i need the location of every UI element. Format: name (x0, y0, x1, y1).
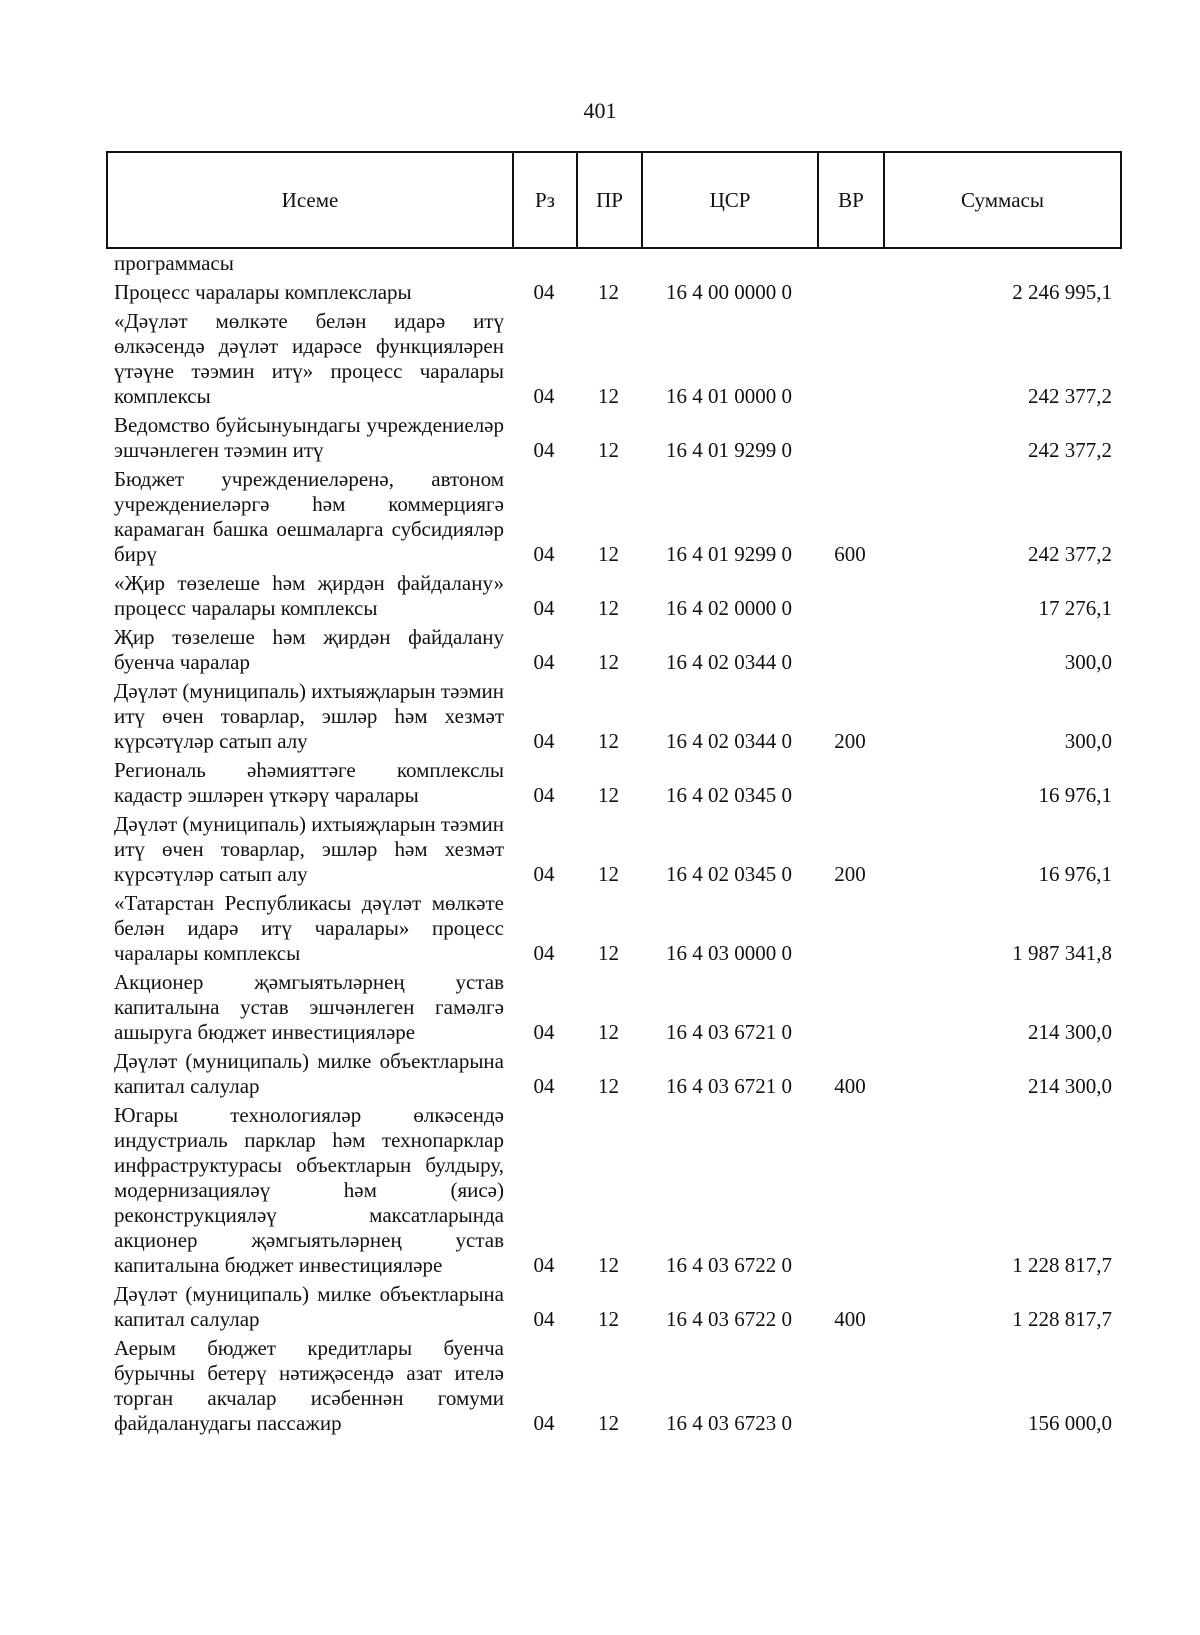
row-rz: 04 (533, 280, 555, 304)
row-name: Региональ әһәмияттәге комплекслы кадастр эшләрен үткәрү чаралары (114, 758, 504, 807)
row-rz: 04 (533, 1411, 555, 1435)
row-vr (817, 567, 883, 621)
row-csr: 16 4 01 0000 0 (666, 384, 792, 408)
table-row (106, 567, 1120, 621)
row-pr: 12 (598, 1411, 619, 1435)
continuation-text: программасы (114, 251, 234, 275)
row-name: Аерым бюджет кредитлары буенча бурычны бетерү нәтиҗәсендә азат ителә торган акчалар исәбеннән гомуми файдаланудагы пассажир (114, 1336, 504, 1435)
row-name: Югары технологияләр өлкәсендә индустриаль парклар һәм технопарклар инфраструктурасы объектларын булдыру, модернизацияләү һәм (яисә) реконструкцияләү максатларында акционер җәмгыятьләрнең устав капиталына бюджет инвестицияләре (114, 1103, 504, 1277)
row-vr: 200 (834, 862, 866, 886)
table-row (106, 675, 1120, 754)
row-vr (817, 1332, 883, 1436)
row-rz: 04 (533, 384, 555, 408)
row-sum: 242 377,2 (1028, 384, 1112, 408)
row-csr: 16 4 01 9299 0 (666, 438, 792, 462)
table-header (106, 151, 1122, 249)
row-sum: 214 300,0 (1028, 1074, 1112, 1098)
row-sum: 16 976,1 (1038, 783, 1112, 807)
table-row (106, 754, 1120, 808)
row-sum: 16 976,1 (1038, 862, 1112, 886)
row-csr: 16 4 03 6722 0 (666, 1253, 792, 1277)
row-sum: 17 276,1 (1038, 596, 1112, 620)
row-sum: 1 228 817,7 (1012, 1253, 1112, 1277)
row-vr: 400 (834, 1074, 866, 1098)
table-row (106, 887, 1120, 966)
row-rz: 04 (533, 729, 555, 753)
row-vr (817, 305, 883, 409)
column-header-rz: Рз (513, 152, 577, 248)
table-row (106, 966, 1120, 1045)
row-pr: 12 (598, 1020, 619, 1044)
row-rz: 04 (533, 783, 555, 807)
row-pr: 12 (598, 783, 619, 807)
row-vr: 200 (834, 729, 866, 753)
row-vr (817, 966, 883, 1045)
column-header-name: Исеме (281, 187, 339, 212)
row-rz: 04 (533, 438, 555, 462)
row-pr: 12 (598, 862, 619, 886)
row-csr: 16 4 02 0344 0 (666, 729, 792, 753)
row-csr: 16 4 03 6721 0 (666, 1074, 792, 1098)
row-pr: 12 (598, 438, 619, 462)
page-number: 401 (583, 98, 617, 123)
row-sum: 300,0 (1064, 729, 1112, 753)
row-rz: 04 (533, 596, 555, 620)
column-header-csr: ЦСР (642, 152, 818, 248)
row-csr: 16 4 02 0000 0 (666, 596, 792, 620)
row-name: Ведомство буйсынуындагы учреждениеләр эшчәнлеген тәэмин итү (114, 413, 504, 462)
row-vr (817, 276, 883, 305)
row-pr: 12 (598, 280, 619, 304)
row-name: «Татарстан Республикасы дәүләт мөлкәте белән идарә итү чаралары» процесс чаралары комплексы (114, 891, 504, 965)
table-row (106, 463, 1120, 567)
row-rz: 04 (533, 862, 555, 886)
row-sum: 300,0 (1064, 650, 1112, 674)
row-rz: 04 (533, 1307, 555, 1331)
row-csr: 16 4 02 0345 0 (666, 783, 792, 807)
row-rz: 04 (533, 1253, 555, 1277)
row-csr: 16 4 01 9299 0 (666, 542, 792, 566)
table-row (106, 1332, 1120, 1436)
row-name: «Дәүләт мөлкәте белән идарә итү өлкәсендә дәүләт идарәсе функцияләрен үтәүне тәэмин итү» процесс чаралары комплексы (114, 309, 504, 408)
row-vr (817, 621, 883, 675)
budget-table (106, 249, 1120, 1436)
table-row (106, 1045, 1120, 1099)
row-rz: 04 (533, 1074, 555, 1098)
row-sum: 1 987 341,8 (1012, 941, 1112, 965)
row-sum: 1 228 817,7 (1012, 1307, 1112, 1331)
row-name: Процесс чаралары комплекслары (114, 280, 412, 304)
row-csr: 16 4 03 6721 0 (666, 1020, 792, 1044)
row-csr: 16 4 03 6722 0 (666, 1307, 792, 1331)
row-name: Дәүләт (муниципаль) милке объектларына капитал салулар (114, 1282, 504, 1331)
continuation-row (106, 249, 1120, 276)
row-vr (817, 887, 883, 966)
table-row (106, 621, 1120, 675)
row-sum: 2 246 995,1 (1012, 280, 1112, 304)
row-name: «Җир төзелеше һәм җирдән файдалану» процесс чаралары комплексы (114, 571, 504, 620)
row-name: Бюджет учреждениеләренә, автоном учреждениеләргә һәм коммерциягә карамаган башка оешмаларга субсидияләр бирү (114, 467, 504, 566)
row-csr: 16 4 03 6723 0 (666, 1411, 792, 1435)
row-csr: 16 4 02 0345 0 (666, 862, 792, 886)
row-csr: 16 4 03 0000 0 (666, 941, 792, 965)
row-sum: 156 000,0 (1028, 1411, 1112, 1435)
row-pr: 12 (598, 1307, 619, 1331)
row-name: Дәүләт (муниципаль) милке объектларына капитал салулар (114, 1049, 504, 1098)
row-vr: 600 (834, 542, 866, 566)
row-pr: 12 (598, 1074, 619, 1098)
row-pr: 12 (598, 650, 619, 674)
row-pr: 12 (598, 941, 619, 965)
table-row (106, 305, 1120, 409)
row-name: Җир төзелеше һәм җирдән файдалану буенча чаралар (114, 625, 504, 674)
row-pr: 12 (598, 729, 619, 753)
row-vr (817, 754, 883, 808)
row-csr: 16 4 00 0000 0 (666, 280, 792, 304)
column-header-sum: Суммасы (884, 152, 1121, 248)
row-sum: 242 377,2 (1028, 438, 1112, 462)
table-row (106, 808, 1120, 887)
row-pr: 12 (598, 1253, 619, 1277)
column-header-pr: ПР (577, 152, 642, 248)
row-rz: 04 (533, 650, 555, 674)
row-vr (817, 1099, 883, 1278)
row-name: Акционер җәмгыятьләрнең устав капиталына устав эшчәнлеген гамәлгә ашыруга бюджет инвестицияләре (114, 970, 504, 1044)
row-vr: 400 (834, 1307, 866, 1331)
row-rz: 04 (533, 941, 555, 965)
row-pr: 12 (598, 384, 619, 408)
row-pr: 12 (598, 596, 619, 620)
table-row (106, 1278, 1120, 1332)
row-rz: 04 (533, 1020, 555, 1044)
column-header-vr: ВР (818, 152, 884, 248)
row-name: Дәүләт (муниципаль) ихтыяҗларын тәэмин итү өчен товарлар, эшләр һәм хезмәт күрсәтүләр сатып алу (114, 812, 504, 886)
table-row (106, 409, 1120, 463)
row-sum: 242 377,2 (1028, 542, 1112, 566)
table-row (106, 1099, 1120, 1278)
row-pr: 12 (598, 542, 619, 566)
table-row (106, 276, 1120, 305)
row-vr (817, 409, 883, 463)
row-rz: 04 (533, 542, 555, 566)
row-sum: 214 300,0 (1028, 1020, 1112, 1044)
row-csr: 16 4 02 0344 0 (666, 650, 792, 674)
row-name: Дәүләт (муниципаль) ихтыяҗларын тәэмин итү өчен товарлар, эшләр һәм хезмәт күрсәтүләр сатып алу (114, 679, 504, 753)
